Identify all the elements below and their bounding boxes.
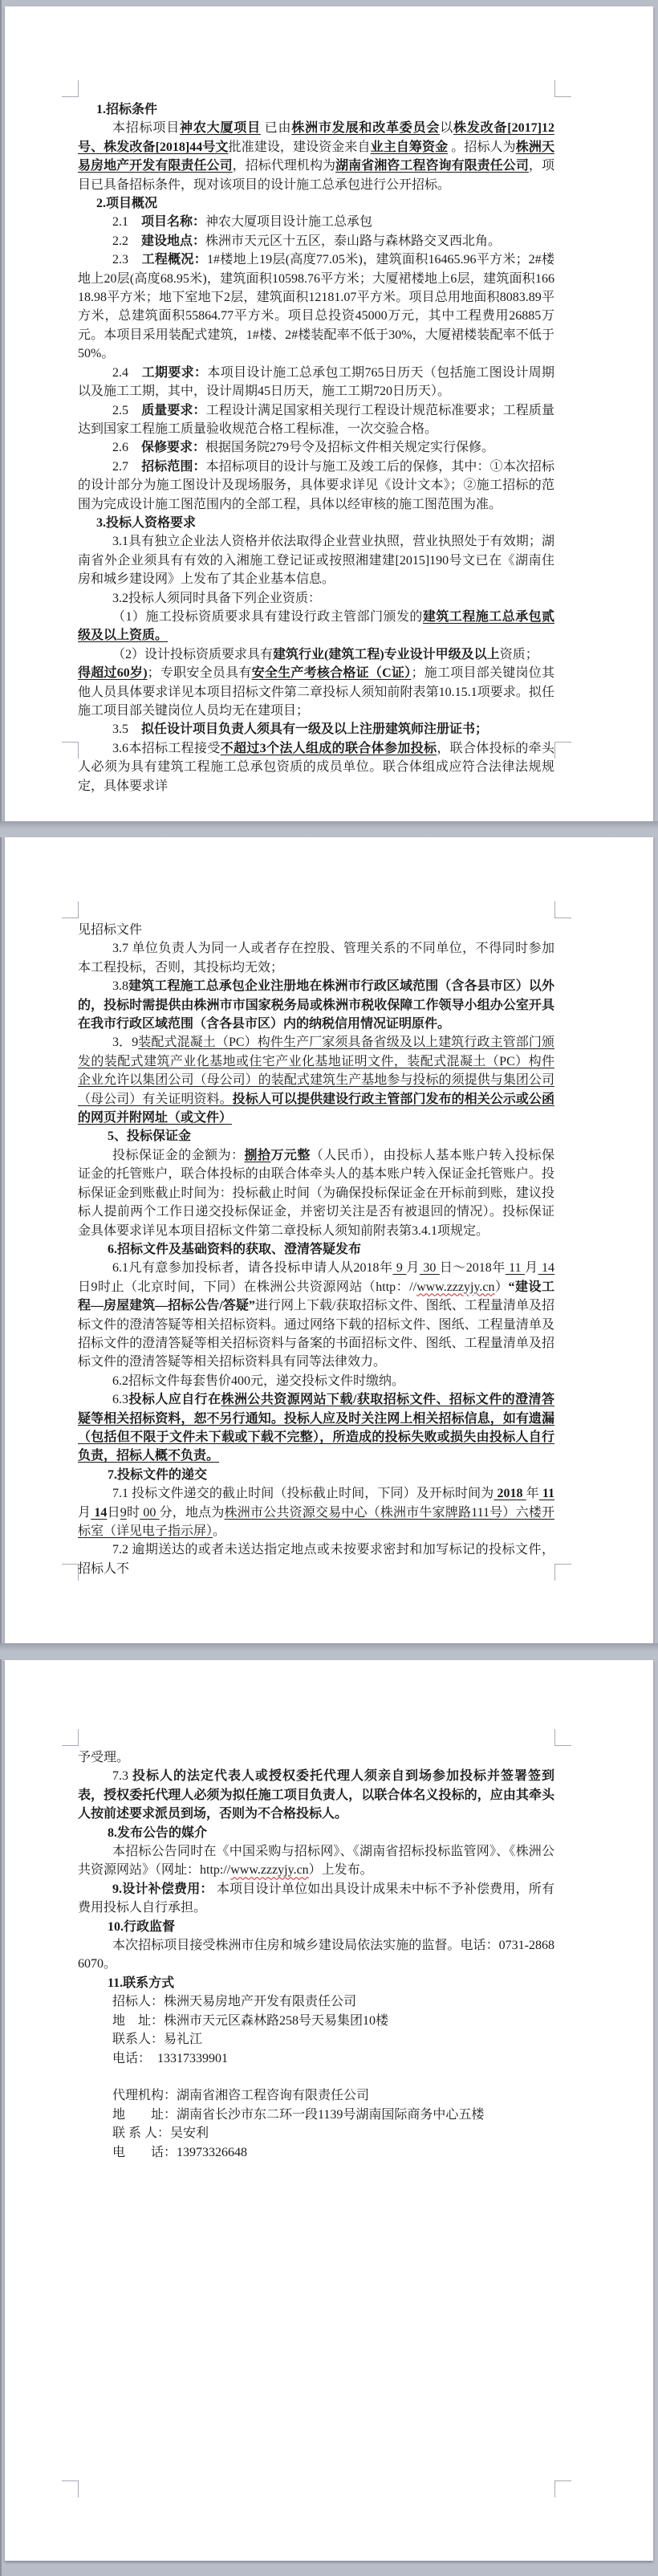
- text-run: 9.设计补偿费用：: [112, 1882, 213, 1896]
- text-run: ；专职安全员具有: [147, 666, 252, 681]
- text-run: ；施工项目部关键岗位其他人员具体要求详见本项目招标文件第二章投标人须知前附表第10.15.1项要求。拟任施工项目部关键岗位人员均无在建项目；: [78, 666, 554, 718]
- page-text: [78, 1748, 554, 2162]
- text-run: 14: [538, 1261, 555, 1276]
- text-run: 3.投标人资格要求: [96, 515, 197, 530]
- paragraph: [78, 438, 554, 457]
- text-run: 2.5: [112, 403, 142, 417]
- document-page-3: [5, 1660, 653, 2561]
- text-run: 2.6: [112, 441, 142, 455]
- text-run: 9: [120, 1505, 127, 1520]
- text-run: 招标范围：: [141, 459, 206, 474]
- text-boundary-mark: [62, 1729, 79, 1746]
- paragraph: [78, 250, 554, 363]
- text-boundary-mark: [554, 80, 571, 97]
- text-boundary-mark: [62, 901, 79, 918]
- paragraph: [78, 921, 554, 939]
- text-run: 得超过60岁): [78, 666, 148, 681]
- text-run: 投标保证金的金额为：: [112, 1148, 245, 1162]
- paragraph: [78, 1540, 554, 1578]
- paragraph: [78, 458, 554, 514]
- text-run: 神农大厦项目: [180, 121, 261, 136]
- text-run: 2.3: [112, 253, 142, 267]
- text-boundary-mark: [554, 1729, 571, 1746]
- text-boundary-mark: [554, 1564, 571, 1581]
- document-page-2: [5, 837, 653, 1643]
- paragraph: [78, 2086, 554, 2105]
- text-run: 拟任设计项目负责人须具有一级及以上注册建筑师注册证书；: [141, 722, 489, 737]
- paragraph: [78, 364, 554, 401]
- document-page-1: [5, 6, 653, 821]
- text-run: 安全生产考核合格证（C证）: [251, 666, 412, 681]
- text-run: ，招标代理机构为: [232, 159, 336, 173]
- text-run: 月: [406, 1261, 420, 1276]
- paragraph: [78, 1748, 554, 1767]
- text-run: 6.2招标文件每套售价400元，递交投标文件时缴纳。: [112, 1373, 405, 1388]
- text-run: 万元整: [270, 1148, 311, 1162]
- paragraph: [78, 1484, 554, 1540]
- text-run: 资质；: [499, 647, 538, 661]
- paragraph: [78, 532, 554, 588]
- text-run: 7.1 投标文件递交的截止时间（投标截止时间，下同）及开标时间为: [112, 1487, 494, 1501]
- text-run: 。: [213, 1524, 226, 1538]
- text-run: 3.8: [112, 979, 128, 994]
- page-gap: [0, 1643, 658, 1659]
- text-run: 建筑工程施工总承包贰级及以上资质。: [78, 609, 554, 643]
- text-run: 业主自筹资金: [370, 140, 449, 154]
- text-run: 6.招标文件及基础资料的获取、澄清答疑发布: [108, 1242, 362, 1256]
- text-run: ）上发布。: [308, 1863, 373, 1878]
- text-run: 2018: [494, 1487, 526, 1501]
- paragraph: [78, 2012, 554, 2030]
- text-run: 时: [126, 1505, 140, 1520]
- text-run: 3.2投标人须同时具备下列企业资质：: [112, 591, 322, 605]
- text-run: 电话： 13317339901: [112, 2051, 229, 2065]
- text-run: 月: [525, 1261, 538, 1276]
- text-run: 工期要求：: [141, 365, 208, 380]
- paragraph: [78, 2124, 554, 2143]
- text-run: 株发改备[2017]12号、株发改备[2018]44号文: [78, 121, 554, 154]
- text-run: ，联合体投标的牵头人必须为具有建筑工程施工总承包资质的成员单位。联合体组成应符合法律法规规定，具体要求详: [78, 741, 554, 793]
- text-run: 电 话：13973326648: [112, 2145, 248, 2159]
- text-run: 本次招标项目接受株洲市住房和城乡建设局依法实施的监督。电话：0731-28686070。: [78, 1939, 554, 1972]
- text-run: 质量要求：: [141, 403, 206, 417]
- text-run: （2）设计投标资质要求具有: [112, 647, 274, 661]
- paragraph: [78, 645, 554, 664]
- section-heading: [78, 100, 554, 119]
- text-run: 代理机构：湖南省湘咨工程咨询有限责任公司: [112, 2089, 370, 2103]
- text-run: 项目名称：: [141, 215, 206, 230]
- text-run: 3.6本招标工程接受: [112, 741, 221, 755]
- text-boundary-mark: [62, 742, 79, 759]
- section-heading: [78, 1824, 554, 1842]
- text-run: 湖南省湘咨工程咨询有限责任公司: [335, 159, 529, 173]
- text-run: 见招标文件: [78, 923, 143, 937]
- text-run: 00: [140, 1505, 160, 1520]
- text-run: 2.2: [112, 234, 142, 248]
- paragraph: [78, 1767, 554, 1823]
- text-run: 3.1具有独立企业法人资格并依法取得企业营业执照，营业执照处于有效期；湖南省外企业须具有有效的入湘施工登记证或按照湘建建[2015]190号文已在《湖南住房和城乡建设网》上发布了其企业基本信息。: [78, 535, 554, 587]
- text-run: 地 址：株洲市天元区森林路258号天易集团10楼: [112, 2013, 389, 2028]
- window-left-edge: [0, 0, 2, 2576]
- text-run: 建筑行业(建筑工程)专业设计甲级及以上: [273, 647, 500, 661]
- text-run: 11.联系方式: [108, 1976, 175, 1990]
- paragraph: [78, 1390, 554, 1466]
- paragraph: [78, 1033, 554, 1127]
- paragraph: [78, 977, 554, 1033]
- paragraph: [78, 608, 554, 645]
- text-run: 株洲天易房地产开发有限责任公司: [78, 140, 554, 173]
- text-run: 建设地点：: [141, 234, 206, 248]
- text-run: 批准建设，建设资金来自: [228, 140, 371, 154]
- text-run: 捌拾: [244, 1148, 271, 1162]
- section-heading: [78, 1466, 554, 1484]
- paragraph: [78, 2106, 554, 2124]
- text-run: 地 址：湖南省长沙市东二环一段1139号湖南国际商务中心五楼: [112, 2107, 485, 2122]
- section-heading: [78, 1127, 554, 1146]
- paragraph: [78, 119, 554, 194]
- text-run: 3．9: [112, 1036, 139, 1050]
- text-run: 年: [526, 1487, 539, 1501]
- text-run: 2.项目概况: [96, 197, 158, 211]
- page-gap: [0, 821, 658, 837]
- text-run: 联系人：易礼江: [112, 2033, 203, 2047]
- paragraph: [78, 213, 554, 231]
- paragraph: [78, 2030, 554, 2049]
- text-run: www.zzzyjy.cn: [416, 1280, 495, 1294]
- text-run: 9: [392, 1261, 407, 1276]
- paragraph: [78, 1880, 554, 1918]
- text-run: （人民币），由投标人基本账户转入投标保证金的托管账户，联合体投标的由联合体牵头人的基本账户转入保证金托管账户。投标保证金到账截止时间为：投标截止时间（为确保投标保证金在开标前到账，建议投标人提前两个工作日递交投标保证金，并密切关注是否有被退回的情况）。投标保证金具体要求详见本项目招标文件第二章投标人须知前附表第3.4.1项规定。: [78, 1148, 554, 1238]
- text-run: 7.投标文件的递交: [108, 1467, 208, 1482]
- text-run: 本招标公告同时在《中国采购与招标网》、《湖南省招标投标监管网》、《株洲公共资源网站》（网址：http://: [78, 1845, 554, 1878]
- text-run: 3.7 单位负责人为同一人或者存在控股、管理关系的不同单位，不得同时参加本工程投标，否则，其投标均无效；: [78, 942, 554, 975]
- text-run: 投标人的法定代表人或授权委托代理人须亲自到场参加投标并签署签到表，授权委托代理人必须为拟任施工项目负责人，以联合体名义投标的，应由其牵头人按前述要求派员到场，否则为不合格投标人。: [78, 1769, 554, 1821]
- text-run: 投标人可以提供建设行政主管部门发布的相关公示或公函的网页并附网址（或文件）: [78, 1092, 554, 1125]
- text-run: 建筑工程施工总承包企业注册地在株洲市行政区域范围（含各县市区）以外的，投标时需提供由株洲市市国家税务局或株洲市税收保障工作领导小组办公室开具在我市行政区域范围（含各县市区）内的纳税信用情况证明原件。: [78, 979, 554, 1032]
- text-run: 30: [419, 1261, 440, 1276]
- text-boundary-mark: [62, 1564, 79, 1581]
- text-boundary-mark: [554, 2480, 571, 2497]
- text-run: 8.发布公告的媒介: [108, 1825, 208, 1840]
- text-run: 根据国务院279号令及招标文件相关规定实行保修。: [205, 441, 495, 455]
- text-run: 7.3: [112, 1769, 132, 1784]
- paragraph: [78, 2143, 554, 2162]
- paragraph: [78, 2049, 554, 2068]
- paragraph: [78, 2068, 554, 2086]
- text-run: www.zzzyjy.cn: [230, 1863, 309, 1878]
- section-heading: [78, 194, 554, 213]
- text-run: 1.招标条件: [96, 103, 158, 116]
- text-run: 进行网上下载/获取招标文件、图纸、工程量清单及招标文件的澄清答疑等相关招标资料。通过网络下载的招标文件、图纸、工程量清单及招标文件的澄清答疑等相关招标资料与备案的书面招标文件、图纸、工程量清单及招标文件的澄清答疑等相关招标资料具有同等法律效力。: [78, 1299, 554, 1369]
- text-run: 。招标人为: [448, 140, 516, 154]
- text-run: 装配式混凝土（PC）构件生产厂家须具备省级及以上建筑行政主管部门颁发的装配式建筑产业化基地或住宅产业化基地证明文件，装配式混凝土（PC）构件企业允许以集团公司（母公司）的装配式建筑生产基地参与投标的须提供与集团公司（母公司）有关证明资料。: [78, 1036, 554, 1106]
- text-run: 11: [538, 1487, 554, 1501]
- paragraph: [78, 1146, 554, 1240]
- paragraph: [78, 1372, 554, 1390]
- text-run: 本项目设计单位如出具设计成果未中标不予补偿费用，所有费用投标人自行承担。: [78, 1882, 554, 1915]
- section-heading: [78, 514, 554, 532]
- paragraph: [78, 739, 554, 796]
- text-run: 6.3: [112, 1393, 128, 1407]
- text-run: 已由: [260, 121, 292, 136]
- page-text: [78, 100, 554, 796]
- text-run: “建设工程—房屋建筑—招标公告/答疑”: [78, 1280, 554, 1313]
- text-run: 保修要求：: [141, 441, 206, 455]
- section-heading: [78, 1974, 554, 1992]
- text-run: 株洲公共资源网站下载/获取招标文件、招标文件的澄清答疑等相关招标资料，恕不另行通知。投标人应及时关注网上相关招标信息，如有遗漏（包括但不限于文件未下载或下载不完整），所造成的投标失败或损失由投标人自行负责，招标人概不负责。: [78, 1393, 554, 1463]
- text-run: ）: [494, 1280, 509, 1294]
- text-run: 株洲市公共资源交易中心（株洲市牛家牌路111号）六楼开标室（详见电子指示屏）: [78, 1505, 554, 1538]
- text-run: 工程设计满足国家相关现行工程设计规范标准要求；工程质量达到国家工程施工质量验收规范合格工程标准，一次交验合格。: [78, 403, 554, 436]
- text-run: 予受理。: [78, 1751, 130, 1764]
- text-run: 2.7: [112, 459, 142, 474]
- text-run: 招标人：株洲天易房地产开发有限责任公司: [112, 1995, 357, 2009]
- text-boundary-mark: [62, 2480, 79, 2497]
- text-run: 不超过3个法人组成的联合体参加投标: [220, 741, 437, 755]
- text-run: 14: [91, 1505, 108, 1520]
- text-run: ，项目已具备招标条件，现对该项目的设计施工总承包进行公开招标。: [78, 159, 554, 192]
- paragraph: [78, 232, 554, 250]
- text-run: 株洲市发展和改革委员会: [291, 121, 441, 136]
- paragraph: [78, 1259, 554, 1371]
- paragraph: [78, 1936, 554, 1974]
- text-boundary-mark: [62, 80, 79, 97]
- text-run: 日～2018年: [439, 1261, 506, 1276]
- text-run: 日9时止（北京时间，下同）在株洲公共资源网站（http：//: [78, 1280, 417, 1294]
- text-run: 本项目设计施工总承包工期765日历天（包括施工图设计周期以及施工工期，其中，设计周期45日历天，施工工期720日历天）。: [78, 365, 554, 399]
- text-run: （1）施工投标资质要求具有建设行政主管部门颁发的: [112, 609, 423, 624]
- text-run: 2.1: [112, 215, 142, 230]
- text-run: 本招标项目: [112, 121, 181, 136]
- text-run: 工程概况：: [141, 253, 208, 267]
- text-run: 2.4: [112, 365, 142, 380]
- page-text: [78, 921, 554, 1578]
- text-run: 6.1凡有意参加投标者，请各投标申请人从2018年: [112, 1261, 393, 1276]
- text-run: 10.行政监督: [108, 1919, 176, 1934]
- text-run: 神农大厦项目设计施工总承包: [205, 215, 373, 230]
- text-run: 3.5: [112, 722, 142, 737]
- text-run: 11: [505, 1261, 526, 1276]
- text-boundary-mark: [554, 901, 571, 918]
- section-heading: [78, 1240, 554, 1259]
- paragraph: [78, 401, 554, 439]
- paragraph: [78, 939, 554, 977]
- text-run: 月: [78, 1505, 91, 1520]
- text-run: 1#楼地上19层(高度77.05米)，建筑面积16465.96平方米；2#楼地上20层(高度68.95米)，建筑面积10598.76平方米；大厦裙楼地上6层，建筑面积16618.98平方米；地下室地下2层，建筑面积12181.07平方米。项目总用地面积8083.89平方米，总建筑面积55864.77平方米。项目总投资45000万元，其中工程费用26885万元。本项目采用装配式建筑，1#楼、2#楼装配率不低于30%，大厦裙楼装配率不低于50%。: [78, 253, 554, 361]
- paragraph: [78, 1992, 554, 2011]
- text-run: 投标人应自行在: [128, 1393, 221, 1407]
- section-heading: [78, 1918, 554, 1936]
- paragraph: [78, 589, 554, 608]
- text-boundary-mark: [554, 742, 571, 759]
- text-run: 5、投标保证金: [108, 1129, 192, 1144]
- text-run: 分，地点为: [159, 1505, 225, 1520]
- text-run: 以: [440, 121, 454, 136]
- paragraph: [78, 720, 554, 739]
- text-run: 联 系 人：吴安利: [112, 2126, 209, 2141]
- text-run: 7.2 逾期送达的或者未送达指定地点或未按要求密封和加写标记的投标文件，招标人不: [78, 1543, 554, 1576]
- text-run: 株洲市天元区十五区，泰山路与森林路交叉西北角。: [205, 234, 502, 248]
- text-run: 本招标项目的设计与施工及竣工后的保修，其中：①本次招标的设计部分为施工图设计及现场服务，具体要求详见《设计文本》；②施工招标的范围为完成设计施工图范围内的全部工程，具体以经审核的施工图范围为准。: [78, 459, 554, 511]
- text-run: 日: [107, 1505, 120, 1520]
- paragraph: [78, 1842, 554, 1880]
- paragraph: [78, 664, 554, 720]
